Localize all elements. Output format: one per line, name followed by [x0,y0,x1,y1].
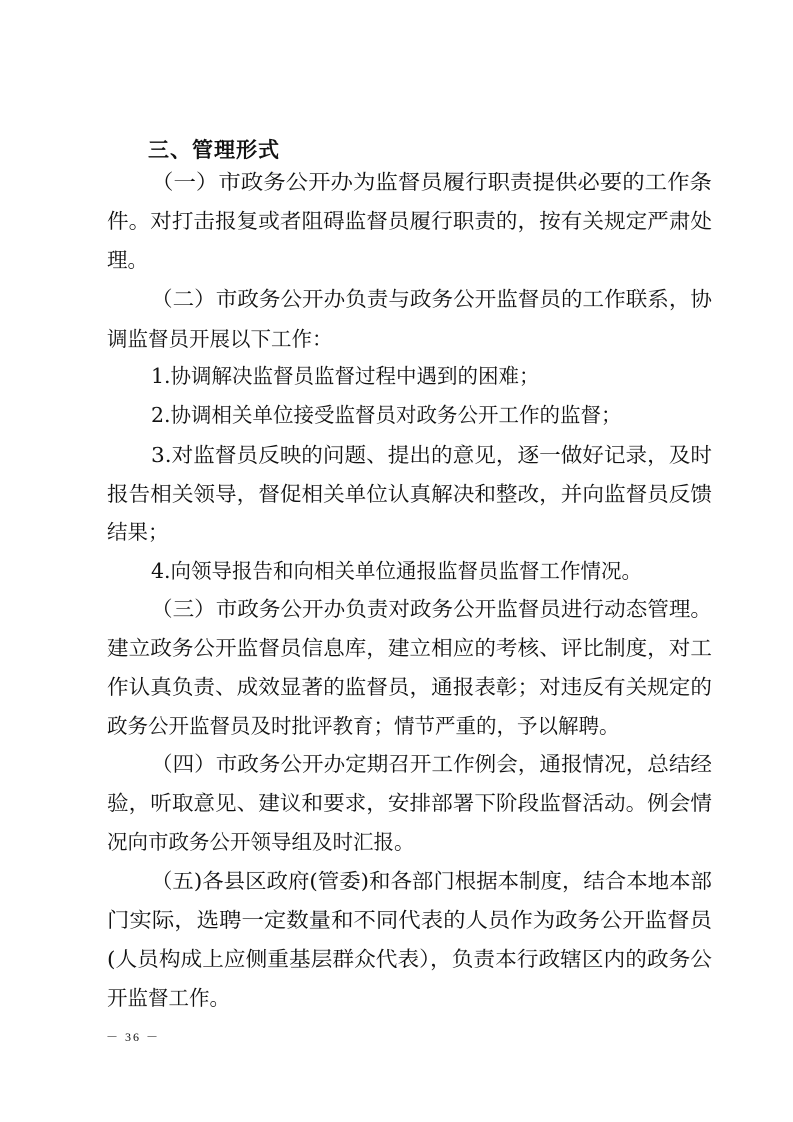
paragraph-line: 调监督员开展以下工作： [107,327,333,351]
paragraph-line: 政务公开监督员及时批评教育；情节严重的，予以解聘。 [107,714,620,738]
paragraph-line: （一）市政务公开办为监督员履行职责提供必要的工作条 [151,170,712,194]
paragraph-line: (人员构成上应侧重基层群众代表），负责本行政辖区内的政务公 [107,947,712,971]
paragraph-line: 3.对监督员反映的问题、提出的意见，逐一做好记录，及时 [151,443,712,467]
paragraph-line: 2.协调相关单位接受监督员对政务公开工作的监督； [151,403,622,427]
paragraph-line: 建立政务公开监督员信息库，建立相应的考核、评比制度，对工 [107,636,712,660]
paragraph-line: （二）市政务公开办负责与政务公开监督员的工作联系，协 [151,287,712,311]
paragraph-line: 作认真负责、成效显著的监督员，通报表彰；对违反有关规定的 [107,675,712,699]
paragraph-line: 4.向领导报告和向相关单位通报监督员监督工作情况。 [151,559,643,583]
paragraph-line: （四）市政务公开办定期召开工作例会，通报情况，总结经 [151,752,712,776]
paragraph-line: 门实际，选聘一定数量和不同代表的人员作为政务公开监督员 [107,908,712,932]
paragraph-line: 结果； [107,520,169,544]
page-number: － 36 － [106,1030,161,1044]
paragraph-line: 理。 [107,248,148,272]
paragraph-line: （五)各县区政府(管委)和各部门根据本制度，结合本地本部 [151,869,712,893]
paragraph-line: 况向市政务公开领导组及时汇报。 [107,830,415,854]
section-heading: 三、管理形式 [148,138,280,162]
paragraph-line: 件。对打击报复或者阻碍监督员履行职责的，按有关规定严肃处 [107,209,712,233]
paragraph-line: 验，听取意见、建议和要求，安排部署下阶段监督活动。例会情 [107,791,712,815]
paragraph-line: 1.协调解决监督员监督过程中遇到的困难； [151,364,540,388]
paragraph-line: 报告相关领导，督促相关单位认真解决和整改，并向监督员反馈 [107,482,712,506]
paragraph-line: （三）市政务公开办负责对政务公开监督员进行动态管理。 [151,597,712,621]
paragraph-line: 开监督工作。 [107,986,230,1010]
